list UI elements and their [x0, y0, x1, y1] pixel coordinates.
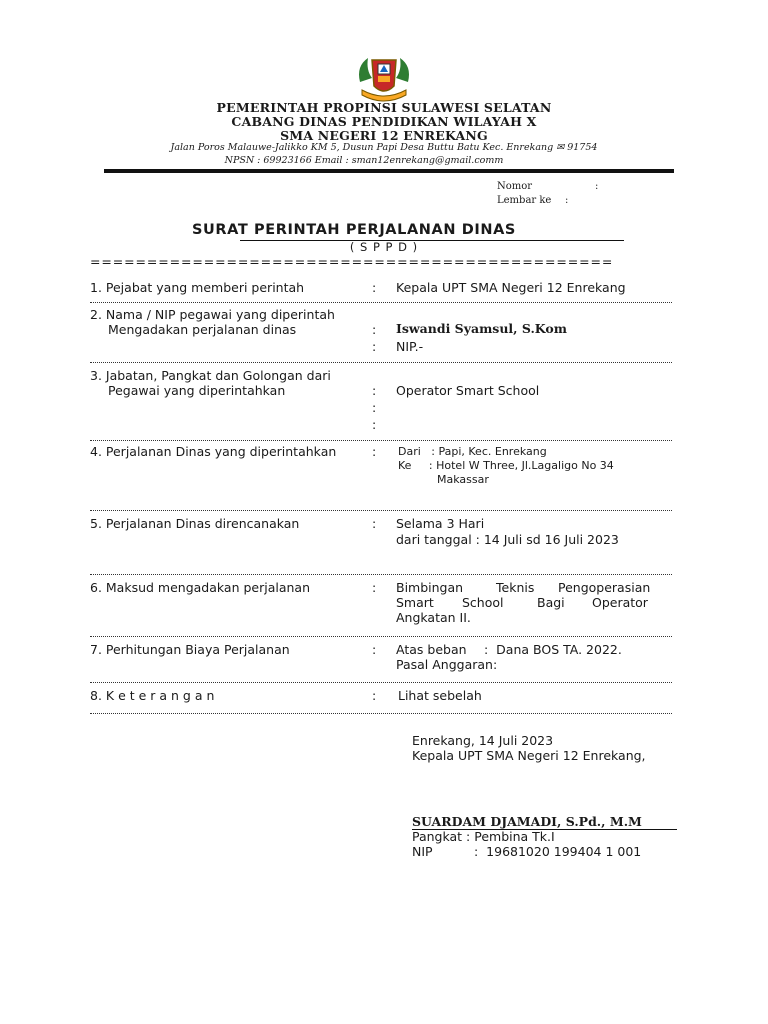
row-separator [90, 574, 672, 575]
header-school: SMA NEGERI 12 ENREKANG [280, 128, 488, 143]
row-separator [90, 440, 672, 441]
signature-name: SUARDAM DJAMADI, S.Pd., M.M [412, 814, 642, 829]
row4-destination-city: Makassar [437, 473, 489, 486]
row6-purpose-word: Teknis [496, 580, 535, 595]
signature-nip-value: : 19681020 199404 1 001 [474, 844, 642, 859]
row3-label-cont: Pegawai yang diperintahkan [108, 383, 286, 398]
row4-label: 4. Perjalanan Dinas yang diperintahkan [90, 444, 337, 459]
nomor-label: Nomor [497, 181, 533, 192]
header-npsn-email: NPSN : 69923166 Email : sman12enrekang@gmail.comm [224, 155, 504, 166]
row6-label: 6. Maksud mengadakan perjalanan [90, 580, 311, 595]
row2-colon-name: : [372, 322, 377, 337]
row-separator [90, 302, 672, 303]
document-subtitle: ( S P P D ) [349, 240, 419, 254]
header-government: PEMERINTAH PROPINSI SULAWESI SELATAN [216, 100, 552, 115]
row3-colon-2: : [372, 400, 377, 415]
row5-duration: Selama 3 Hari [396, 516, 485, 531]
row4-origin: Dari : Papi, Kec. Enrekang [398, 445, 547, 458]
row5-colon: : [372, 516, 377, 531]
row2-label: 2. Nama / NIP pegawai yang diperintah [90, 307, 335, 322]
row-separator [90, 682, 672, 683]
header-department: CABANG DINAS PENDIDIKAN WILAYAH X [231, 114, 537, 129]
row8-notes: Lihat sebelah [398, 688, 482, 703]
lembar-label: Lembar ke [497, 195, 552, 206]
lembar-colon: : [565, 195, 569, 206]
row6-purpose-word: School [462, 595, 504, 610]
row4-colon: : [372, 444, 377, 459]
row3-label: 3. Jabatan, Pangkat dan Golongan dari [90, 368, 331, 383]
signature-nip-label: NIP [412, 844, 433, 859]
row5-label: 5. Perjalanan Dinas direncanakan [90, 516, 300, 531]
title-equals-divider: ============================================== [90, 254, 614, 269]
row1-colon: : [372, 280, 377, 295]
row3-colon-1: : [372, 383, 377, 398]
row7-label: 7. Perhitungan Biaya Perjalanan [90, 642, 290, 657]
signature-place-date: Enrekang, 14 Juli 2023 [412, 733, 554, 748]
row6-purpose-word: Operator [592, 595, 648, 610]
province-emblem-logo [354, 52, 414, 104]
row2-colon-nip: : [372, 339, 377, 354]
row3-position: Operator Smart School [396, 383, 540, 398]
row8-colon: : [372, 688, 377, 703]
row2-employee-nip: NIP.- [396, 339, 424, 354]
row7-cost-source: : Dana BOS TA. 2022. [484, 642, 622, 657]
signature-rank: Pangkat : Pembina Tk.I [412, 829, 555, 844]
row6-purpose-word: Pengoperasian [558, 580, 651, 595]
row2-label-cont: Mengadakan perjalanan dinas [108, 322, 297, 337]
row3-colon-3: : [372, 417, 377, 432]
document-title: SURAT PERINTAH PERJALANAN DINAS [192, 222, 516, 238]
row-separator [90, 713, 672, 714]
row1-label: 1. Pejabat yang memberi perintah [90, 280, 305, 295]
row6-purpose-word: Smart [396, 595, 434, 610]
row2-employee-name: Iswandi Syamsul, S.Kom [396, 321, 567, 336]
row7-budget-article: Pasal Anggaran: [396, 657, 498, 672]
header-divider [104, 169, 674, 173]
row7-cost-label: Atas beban [396, 642, 467, 657]
row6-purpose-word: Bagi [537, 595, 565, 610]
row6-purpose-word: Bimbingan [396, 580, 464, 595]
row6-purpose-line3: Angkatan II. [396, 610, 471, 625]
row-separator [90, 636, 672, 637]
row7-colon: : [372, 642, 377, 657]
row8-label: 8. K e t e r a n g a n [90, 688, 215, 703]
row1-value: Kepala UPT SMA Negeri 12 Enrekang [396, 280, 626, 295]
row-separator [90, 510, 672, 511]
header-address: Jalan Poros Malauwe-Jalikko KM 5, Dusun Papi Desa Buttu Batu Kec. Enrekang ✉ 91754 [170, 142, 598, 153]
signature-position: Kepala UPT SMA Negeri 12 Enrekang, [412, 748, 646, 763]
row-separator [90, 362, 672, 363]
row4-destination: Ke : Hotel W Three, Jl.Lagaligo No 34 [398, 459, 614, 472]
nomor-colon: : [595, 181, 599, 192]
row5-dates: dari tanggal : 14 Juli sd 16 Juli 2023 [396, 532, 619, 547]
row6-colon: : [372, 580, 377, 595]
